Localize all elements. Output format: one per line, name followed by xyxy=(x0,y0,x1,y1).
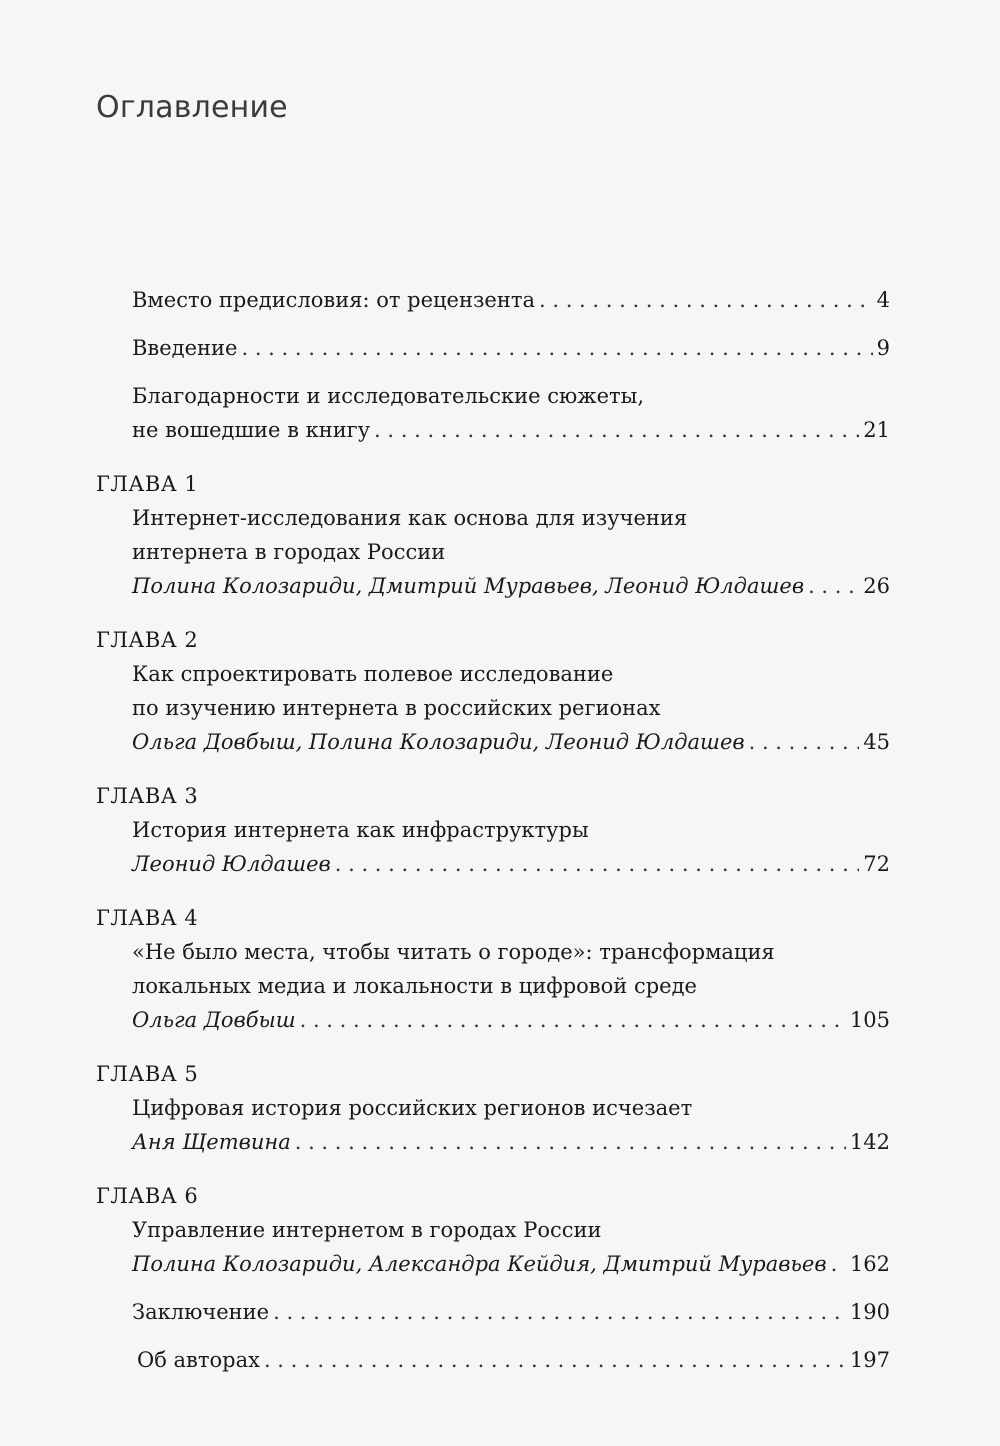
toc-entry-title: Вместо предисловия: от рецензента xyxy=(132,288,535,312)
toc-chapter-2[interactable] xyxy=(96,623,890,759)
chapter-title-line: интернета в городах России xyxy=(132,540,446,564)
toc-entry-introduction[interactable] xyxy=(96,331,890,365)
chapter-authors: Полина Колозариди, Александра Кейдия, Дмитрий Муравьев xyxy=(132,1252,827,1276)
dot-leader xyxy=(264,1343,846,1377)
toc-page-number: 197 xyxy=(849,1348,890,1372)
chapter-title-line: «Не было места, чтобы читать о городе»: трансформация xyxy=(132,940,775,964)
page-title: Оглавление xyxy=(96,90,288,125)
chapter-title-line: локальных медиа и локальности в цифровой среде xyxy=(132,974,697,998)
chapter-authors: Леонид Юлдашев xyxy=(132,852,331,876)
table-of-contents xyxy=(96,283,890,1377)
toc-page-number: 45 xyxy=(863,730,890,754)
dot-leader xyxy=(374,413,859,447)
toc-entry-title: Об авторах xyxy=(137,1348,260,1372)
toc-chapter-4[interactable] xyxy=(96,901,890,1037)
toc-entry-title: Введение xyxy=(132,336,238,360)
chapter-label: ГЛАВА 4 xyxy=(96,906,199,930)
chapter-label: ГЛАВА 5 xyxy=(96,1062,199,1086)
dot-leader xyxy=(295,1125,846,1159)
chapter-label: ГЛАВА 1 xyxy=(96,472,199,496)
toc-entry-conclusion[interactable] xyxy=(96,1295,890,1329)
dot-leader xyxy=(539,283,873,317)
chapter-label: ГЛАВА 3 xyxy=(96,784,199,808)
toc-entry-title-line: Благодарности и исследовательские сюжеты, xyxy=(132,384,644,408)
toc-entry-title-line: не вошедшие в книгу xyxy=(132,418,371,442)
dot-leader xyxy=(241,331,872,365)
toc-entry-title: Заключение xyxy=(132,1300,270,1324)
chapter-authors: Ольга Довбыш xyxy=(132,1008,296,1032)
dot-leader xyxy=(831,1247,846,1281)
toc-chapter-5[interactable] xyxy=(96,1057,890,1159)
dot-leader xyxy=(300,1003,846,1037)
toc-chapter-1[interactable] xyxy=(96,467,890,603)
dot-leader xyxy=(273,1295,846,1329)
toc-page-number: 105 xyxy=(849,1008,890,1032)
dot-leader xyxy=(335,847,860,881)
chapter-label: ГЛАВА 6 xyxy=(96,1184,199,1208)
toc-entry-about-authors[interactable] xyxy=(96,1343,890,1377)
chapter-title-line: Как спроектировать полевое исследование xyxy=(132,662,614,686)
toc-page-number: 26 xyxy=(863,574,890,598)
chapter-title-line: Интернет-исследования как основа для изучения xyxy=(132,506,688,530)
chapter-title-line: Цифровая история российских регионов исчезает xyxy=(132,1096,693,1120)
toc-page-number: 9 xyxy=(876,336,890,360)
chapter-authors: Ольга Довбыш, Полина Колозариди, Леонид Юлдашев xyxy=(132,730,745,754)
toc-chapter-3[interactable] xyxy=(96,779,890,881)
toc-page-number: 21 xyxy=(863,418,890,442)
dot-leader xyxy=(808,569,859,603)
toc-chapter-6[interactable] xyxy=(96,1179,890,1281)
toc-entry-acknowledgments[interactable] xyxy=(96,379,890,447)
toc-entry-foreword[interactable] xyxy=(96,283,890,317)
toc-page-number: 72 xyxy=(863,852,890,876)
toc-page-number: 4 xyxy=(876,288,890,312)
chapter-title-line: Управление интернетом в городах России xyxy=(132,1218,602,1242)
chapter-authors: Аня Щетвина xyxy=(132,1130,291,1154)
chapter-title-line: История интернета как инфраструктуры xyxy=(132,818,589,842)
chapter-authors: Полина Колозариди, Дмитрий Муравьев, Леонид Юлдашев xyxy=(132,574,805,598)
chapter-label: ГЛАВА 2 xyxy=(96,628,199,652)
toc-page-number: 190 xyxy=(849,1300,890,1324)
dot-leader xyxy=(749,725,860,759)
toc-page-number: 162 xyxy=(849,1252,890,1276)
chapter-title-line: по изучению интернета в российских регионах xyxy=(132,696,661,720)
toc-page-number: 142 xyxy=(849,1130,890,1154)
